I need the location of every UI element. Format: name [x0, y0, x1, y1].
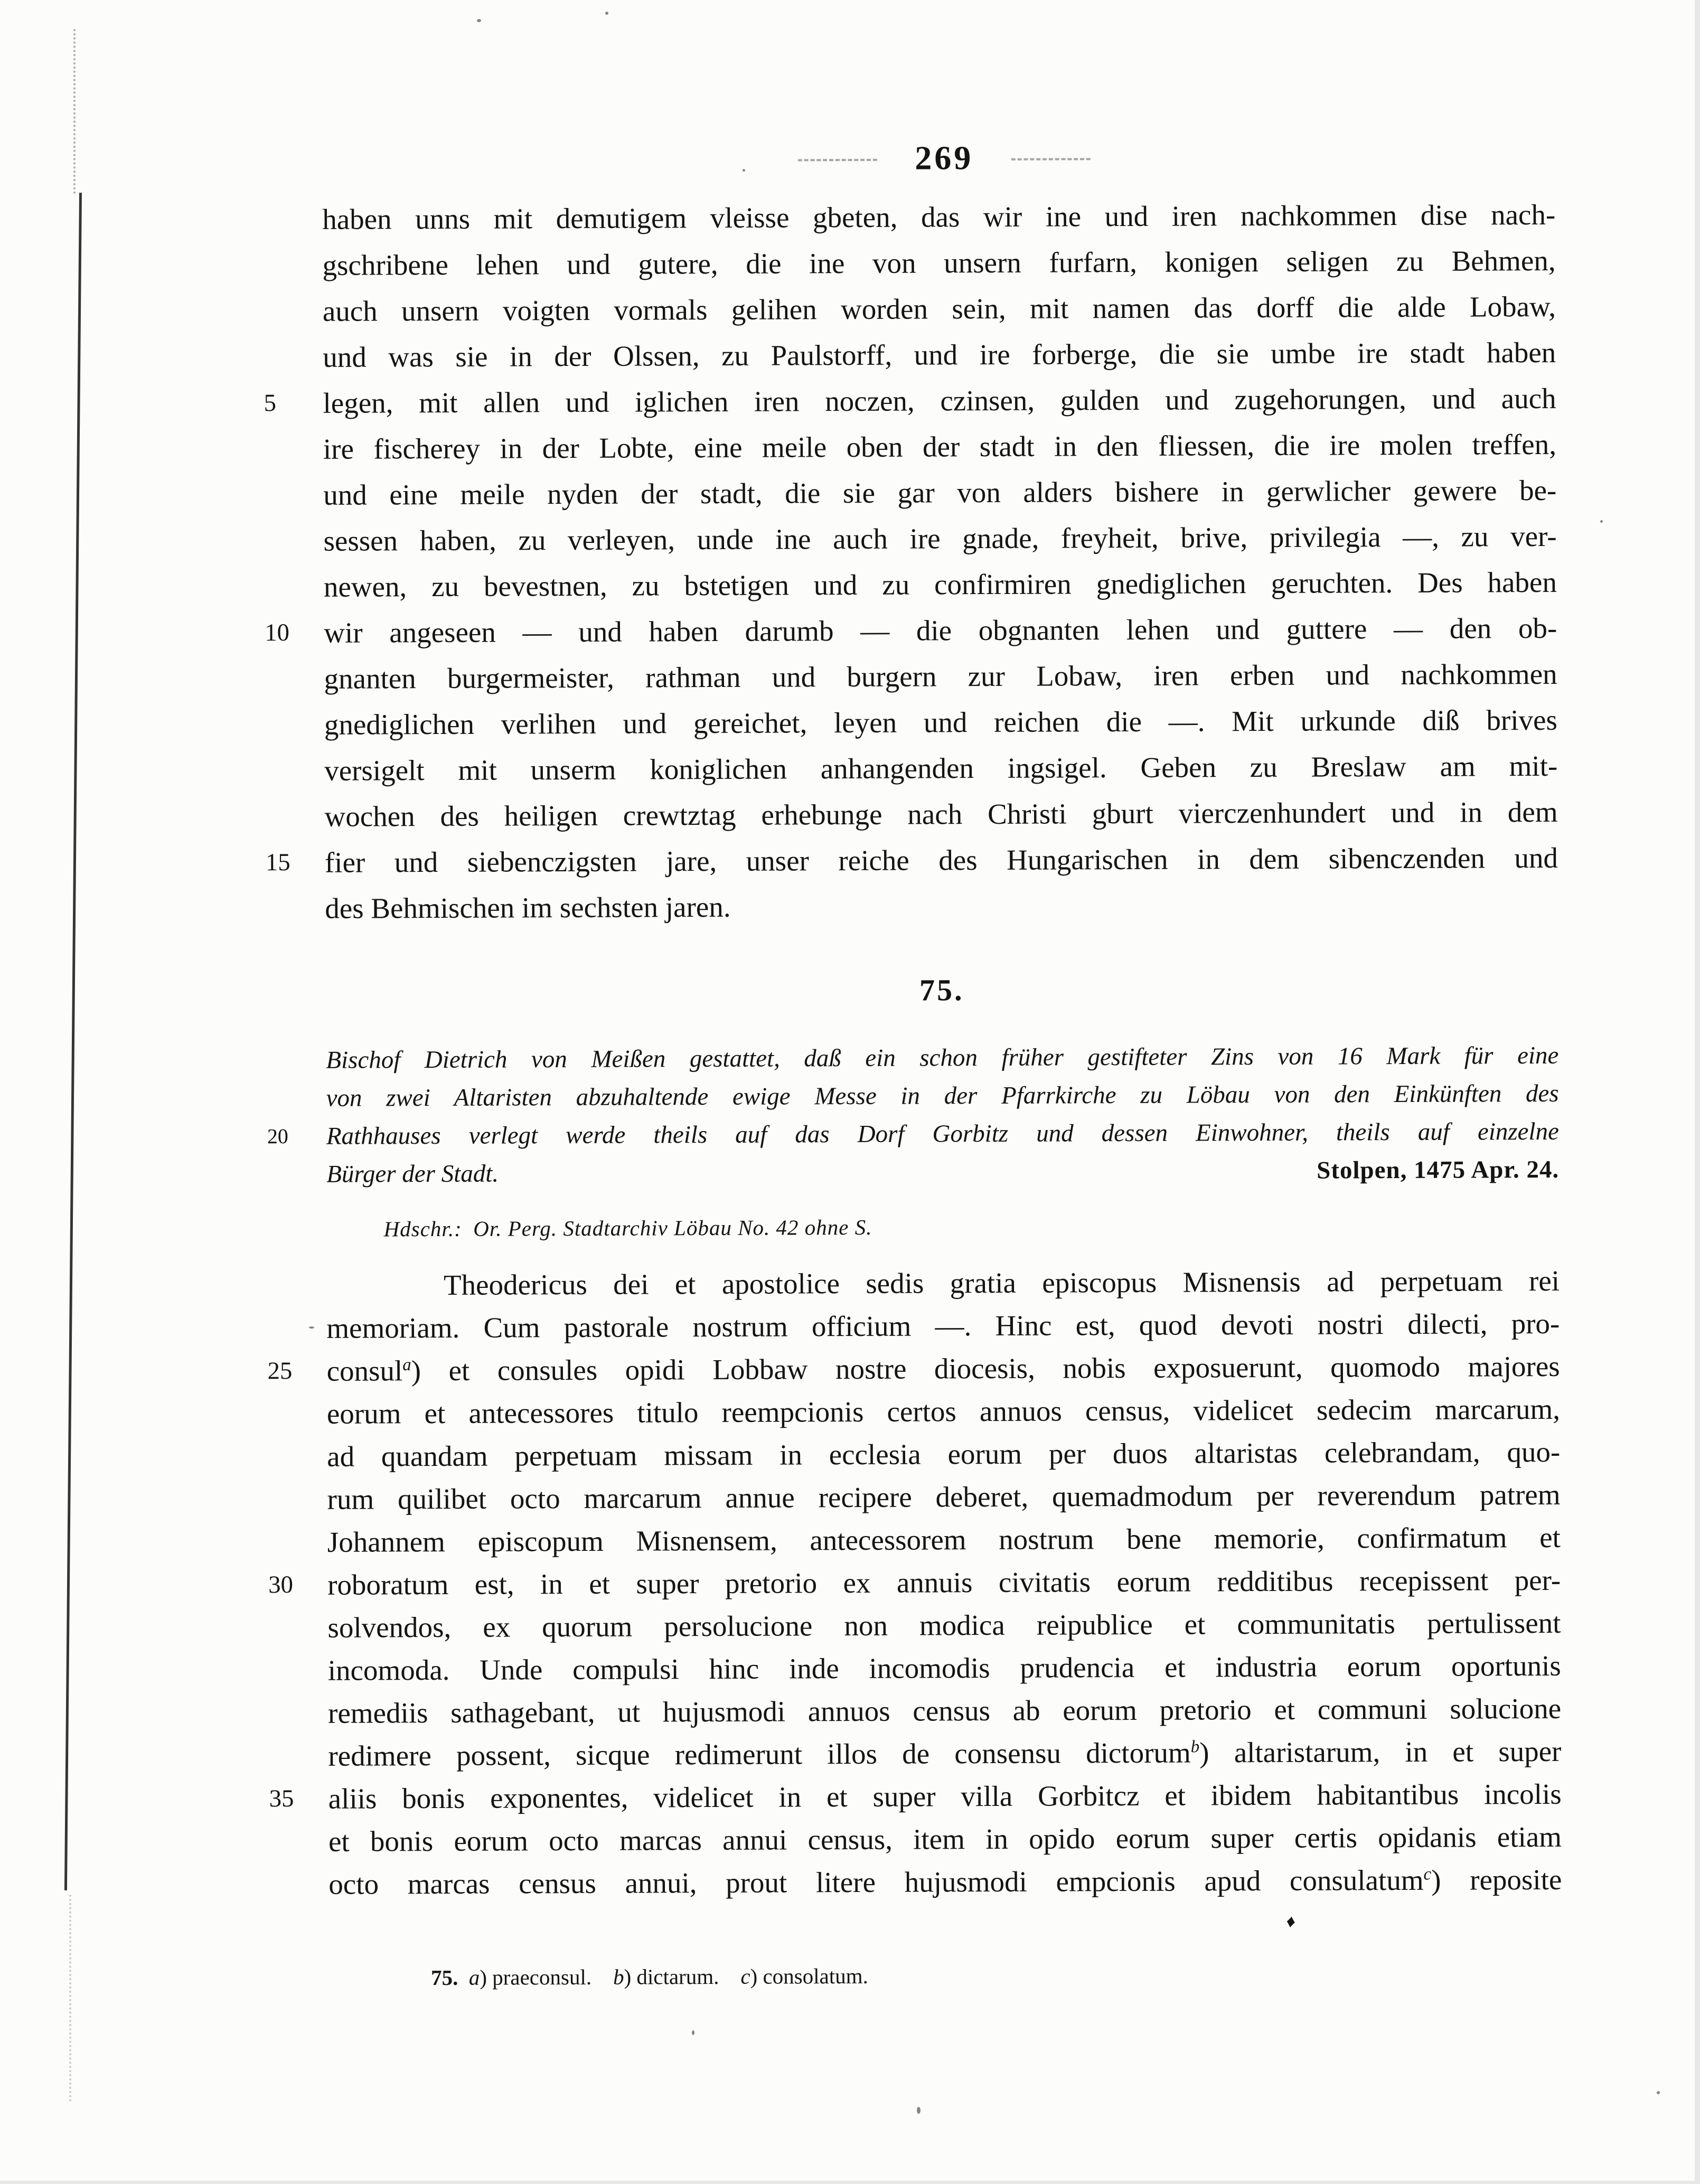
speck [917, 2107, 921, 2114]
text-line [328, 1687, 1561, 1735]
speck [605, 12, 608, 15]
text-line [269, 1773, 1562, 1820]
date-place: Stolpen, 1475 Apr. 24. [1317, 1155, 1560, 1184]
text-line [328, 1644, 1561, 1692]
line-text: des Behmischen im sechsten jaren. [325, 890, 731, 925]
text-line [267, 1113, 1559, 1155]
line-text: gnediglichen verlihen und gereichet, leyen und reichen die —. Mit urkunde diß brives [324, 703, 1558, 741]
header-rule-right [1011, 158, 1091, 161]
margin-line-number: 10 [265, 619, 290, 647]
text-line [327, 1473, 1560, 1521]
line-text: fier und siebenczigsten jare, unser reiche des Hungarischen in dem sibenczenden und [324, 841, 1558, 879]
binding-dots-bottom [69, 1895, 71, 2102]
line-text: newen, zu bevestnen, zu bstetigen und zu confirmiren gnediglichen geruchten. Des haben [323, 566, 1557, 603]
text-line [265, 605, 1557, 656]
text-line [268, 1559, 1561, 1606]
text-line [325, 881, 1558, 931]
source-note: Hdschr.: Or. Perg. Stadtarchiv Löbau No. 42 ohne S. [383, 1215, 872, 1241]
line-text: Bürger der Stadt. [326, 1160, 499, 1188]
line-text: incomoda. Unde compulsi hinc inde incomodis prudencia et industria eorum oportunis [327, 1649, 1561, 1687]
line-text: wochen des heiligen crewtztag erhebunge nach Christi gburt vierczenhundert und in dem [324, 795, 1558, 833]
line-text: Theodericus dei et apostolice sedis gratia episcopus Misnensis ad perpetuam rei [443, 1264, 1560, 1301]
latin-paragraph [267, 1259, 1562, 1906]
binding-dots-top [73, 29, 76, 194]
line-text: ire fischerey in der Lobte, eine meile oben der stadt in den fliessen, die ire molen treffen, [323, 428, 1557, 465]
line-text: und eine meile nyden der stadt, die sie gar von alders bishere in gerwlicher gewere be- [323, 474, 1557, 511]
line-text: Johannem episcopum Misnensem, antecessorem nostrum bene memorie, confirmatum et [327, 1521, 1561, 1558]
text-line [324, 651, 1557, 702]
line-text: Rathhauses verlegt werde theils auf das Dorf Gorbitz und dessen Einwohner, theils auf einzelne [326, 1117, 1559, 1150]
line-text: sessen haben, zu verleyen, unde ine auch ire gnade, freyheit, brive, privilegia —, zu ver- [323, 520, 1557, 557]
text-line [327, 1516, 1561, 1564]
margin-line-number: 35 [269, 1785, 294, 1813]
margin-line-number: 5 [264, 389, 277, 417]
speck [309, 1326, 314, 1329]
line-text: remediis sathagebant, ut hujusmodi annuos census ab eorum pretorio et communi solucione [327, 1692, 1562, 1729]
header-rule-left [798, 159, 877, 162]
text-line [326, 1259, 1560, 1307]
speck [743, 169, 745, 172]
text-line [323, 513, 1556, 564]
line-text: et bonis eorum octo marcas annui census, item in opido eorum super certis opidanis etiam [328, 1820, 1562, 1858]
text-line [324, 559, 1557, 610]
charter-paragraph [264, 192, 1558, 931]
text-line [326, 1075, 1558, 1117]
line-text: ad quandam perpetuam missam in ecclesia eorum per duos altaristas celebrandam, quo- [327, 1435, 1561, 1473]
text-line [327, 1430, 1560, 1478]
margin-line-number: 20 [267, 1124, 288, 1149]
line-text: versigelt mit unserm koniglichen anhangenden ingsigel. Geben zu Breslaw am mit- [324, 749, 1558, 787]
text-line [323, 421, 1556, 472]
line-text: consul$^a$) et consules opidi Lobbaw nostre diocesis, nobis exposuerunt, quomodo majores [326, 1350, 1560, 1387]
text-line [327, 1602, 1561, 1649]
speck [1600, 520, 1603, 523]
text-line [323, 284, 1556, 334]
line-text: roboratum est, in et super pretorio ex annuis civitatis eorum redditibus recepissent per- [327, 1564, 1561, 1601]
line-text: legen, mit allen und iglichen iren noczen, czinsen, gulden und zugehorungen, und auch [323, 382, 1556, 419]
entry-summary [267, 1037, 1560, 1193]
text-line [324, 789, 1557, 840]
entry-heading: 75. [919, 973, 964, 1008]
speck [477, 19, 481, 22]
line-text: octo marcas census annui, prout litere hujusmodi empcionis apud consulatum$^c$) reposite [328, 1863, 1562, 1900]
line-text: rum quilibet octo marcarum annue recipere deberet, quemadmodum per reverendum patrem [327, 1478, 1561, 1515]
text-line [264, 375, 1556, 426]
line-text: auch unsern voigten vormals gelihen worden sein, mit namen das dorff die alde Lobaw, [322, 290, 1556, 327]
line-text: eorum et antecessores titulo reempcionis certos annuos census, videlicet sedecim marcarum, [326, 1392, 1561, 1430]
text-line [326, 1151, 1559, 1193]
text-line [267, 1345, 1560, 1392]
speck [692, 2030, 694, 2035]
margin-line-number: 25 [267, 1357, 293, 1385]
text-line [323, 330, 1556, 380]
text-line [322, 238, 1555, 288]
line-text: redimere possent, sicque redimerunt illos de consensu dictorum$^b$) altaristarum, in et super [328, 1735, 1562, 1772]
margin-line-number: 15 [265, 849, 290, 877]
text-line [327, 1388, 1560, 1435]
line-text: gschribene lehen und gutere, die ine von unsern furfarn, konigen seligen zu Behmen, [322, 244, 1556, 281]
line-text: gnanten burgermeister, rathman und burgern zur Lobaw, iren erben und nachkommen [324, 657, 1557, 695]
text-line [328, 1815, 1562, 1863]
line-text: von zwei Altaristen abzuhaltende ewige Messe in der Pfarrkirche zu Löbau von den Einkünften des [326, 1079, 1559, 1112]
text-line [324, 697, 1557, 748]
line-text: und was sie in der Olssen, zu Paulstorff, und ire forberge, die sie umbe ire stadt haben [323, 336, 1556, 373]
margin-line-number: 30 [268, 1571, 294, 1599]
text-line [328, 1730, 1561, 1777]
text-line [326, 1302, 1560, 1350]
text-line [265, 835, 1558, 886]
line-text: wir angeseen — und haben darumb — die obgnanten lehen und guttere — den ob- [324, 611, 1557, 649]
text-line [326, 1037, 1558, 1079]
line-text: Bischof Dietrich von Meißen gestattet, daß ein schon früher gestifteter Zins von 16 Mark für eine [326, 1041, 1559, 1074]
text-line [322, 192, 1555, 242]
line-text: haben unns mit demutigem vleisse gbeten, das wir ine und iren nachkommen dise nach- [322, 198, 1556, 236]
speck [1657, 2091, 1660, 2094]
line-text: solvendos, ex quorum persolucione non modica reipublice et communitatis pertulissent [327, 1606, 1561, 1644]
ink-diamond-ornament: ♦ [1285, 1911, 1297, 1932]
page-number: 269 [915, 139, 974, 177]
line-text: memoriam. Cum pastorale nostrum officium —. Hinc est, quod devoti nostri dilecti, pro- [326, 1307, 1560, 1344]
text-line [328, 1858, 1562, 1906]
line-text: aliis bonis exponentes, videlicet in et super villa Gorbitcz et ibidem habitantibus incolis [328, 1777, 1562, 1815]
text-line [324, 743, 1557, 794]
footnote: 75. a) praeconsul. b) dictarum. c) consolatum. [430, 1963, 868, 1990]
text-line [323, 467, 1556, 518]
